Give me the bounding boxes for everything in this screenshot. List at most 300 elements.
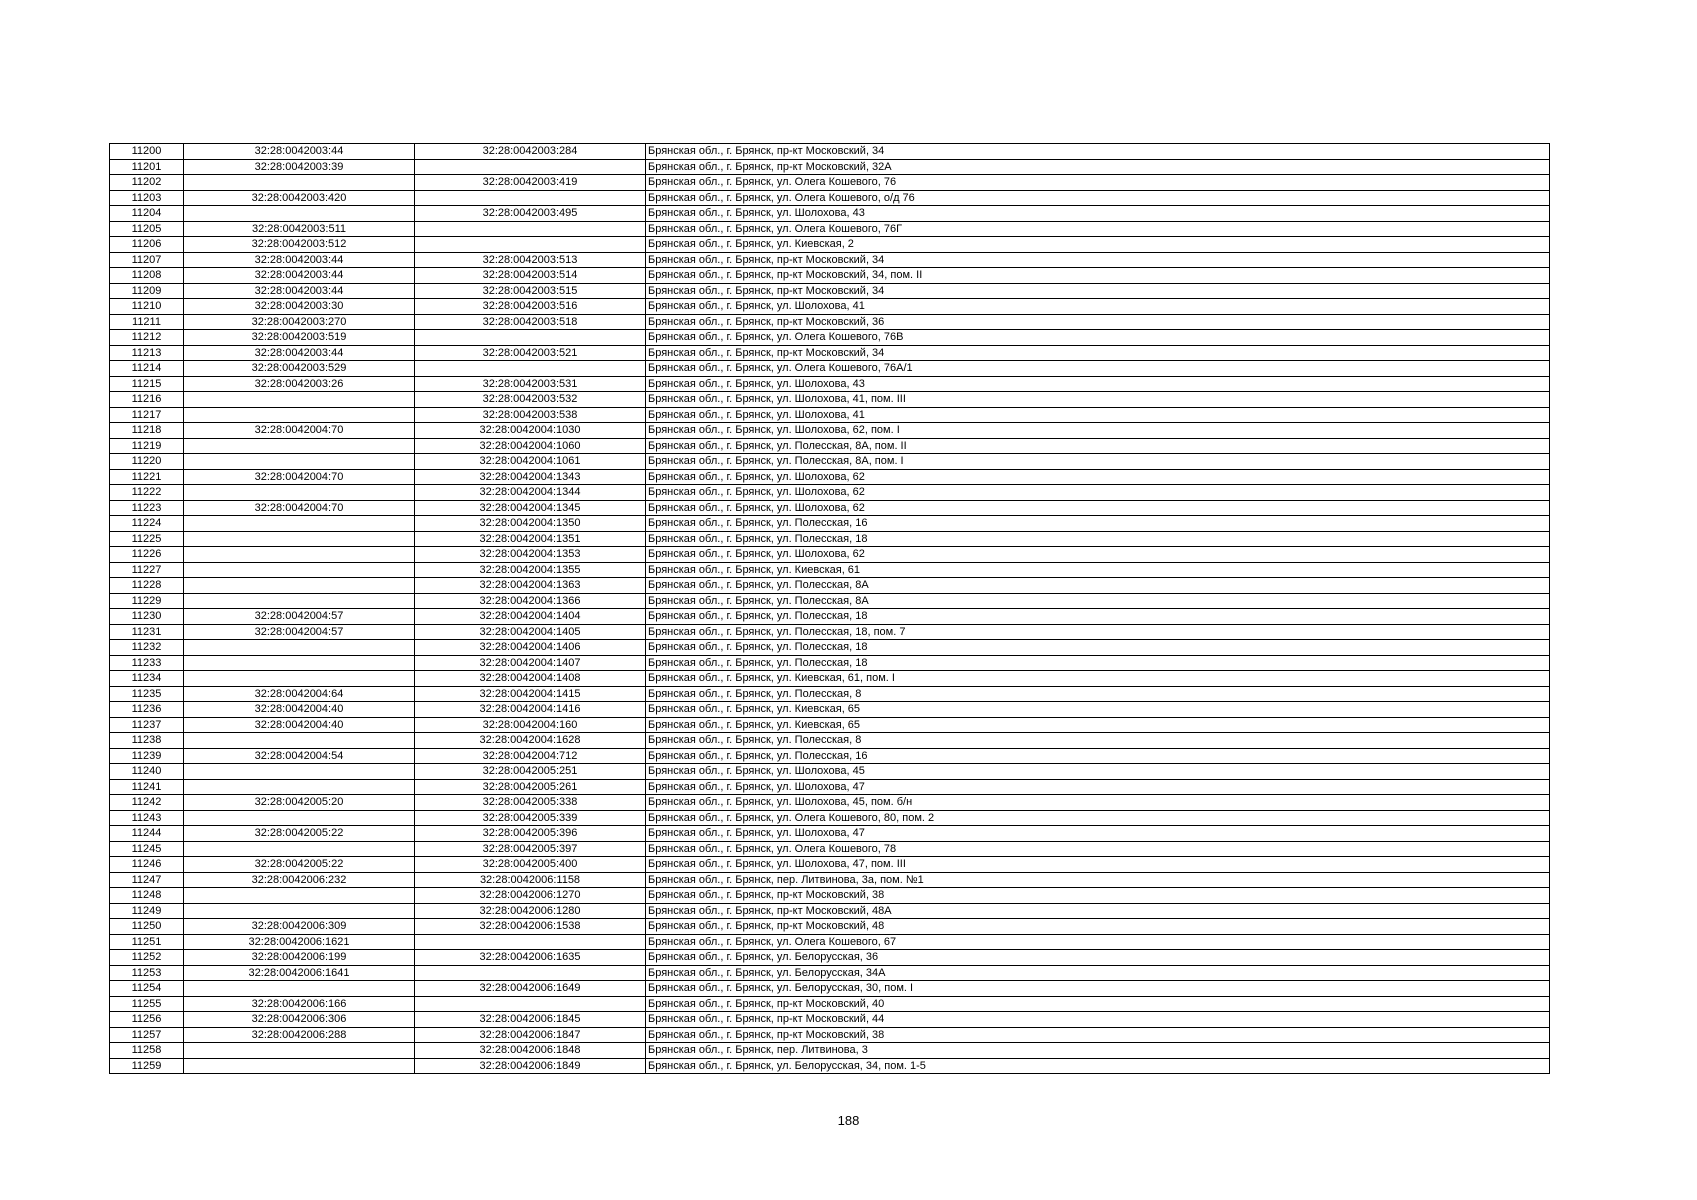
row-number-cell: 11218 xyxy=(110,423,184,439)
row-number-cell: 11249 xyxy=(110,903,184,919)
row-number-cell: 11224 xyxy=(110,516,184,532)
table-row xyxy=(110,206,1550,222)
object-cadastral-cell: 32:28:0042004:1366 xyxy=(415,593,646,609)
address-cell: Брянская обл., г. Брянск, ул. Белорусская, 30, пом. I xyxy=(646,981,1550,997)
table-row xyxy=(110,454,1550,470)
object-cadastral-cell: 32:28:0042004:1416 xyxy=(415,702,646,718)
land-plot-cadastral-cell: 32:28:0042003:529 xyxy=(184,361,415,377)
land-plot-cadastral-cell xyxy=(184,981,415,997)
land-plot-cadastral-cell: 32:28:0042003:44 xyxy=(184,345,415,361)
row-number-cell: 11219 xyxy=(110,438,184,454)
row-number-cell: 11227 xyxy=(110,562,184,578)
table-row xyxy=(110,1012,1550,1028)
row-number-cell: 11228 xyxy=(110,578,184,594)
object-cadastral-cell: 32:28:0042004:1405 xyxy=(415,624,646,640)
table-row xyxy=(110,965,1550,981)
row-number-cell: 11244 xyxy=(110,826,184,842)
row-number-cell: 11202 xyxy=(110,175,184,191)
object-cadastral-cell: 32:28:0042006:1845 xyxy=(415,1012,646,1028)
address-cell: Брянская обл., г. Брянск, пр-кт Московский, 48А xyxy=(646,903,1550,919)
table-row xyxy=(110,624,1550,640)
table-row xyxy=(110,702,1550,718)
land-plot-cadastral-cell: 32:28:0042004:54 xyxy=(184,748,415,764)
object-cadastral-cell: 32:28:0042004:1351 xyxy=(415,531,646,547)
row-number-cell: 11205 xyxy=(110,221,184,237)
row-number-cell: 11242 xyxy=(110,795,184,811)
land-plot-cadastral-cell: 32:28:0042004:70 xyxy=(184,500,415,516)
row-number-cell: 11252 xyxy=(110,950,184,966)
address-cell: Брянская обл., г. Брянск, ул. Полесская, 8А, пом. I xyxy=(646,454,1550,470)
table-row xyxy=(110,795,1550,811)
address-cell: Брянская обл., г. Брянск, пр-кт Московский, 38 xyxy=(646,1027,1550,1043)
table-row xyxy=(110,221,1550,237)
land-plot-cadastral-cell: 32:28:0042003:44 xyxy=(184,144,415,160)
table-row xyxy=(110,810,1550,826)
object-cadastral-cell: 32:28:0042006:1280 xyxy=(415,903,646,919)
land-plot-cadastral-cell: 32:28:0042006:309 xyxy=(184,919,415,935)
address-cell: Брянская обл., г. Брянск, пр-кт Московский, 34 xyxy=(646,283,1550,299)
address-cell: Брянская обл., г. Брянск, ул. Шолохова, 45 xyxy=(646,764,1550,780)
address-cell: Брянская обл., г. Брянск, ул. Олега Кошевого, 67 xyxy=(646,934,1550,950)
land-plot-cadastral-cell xyxy=(184,810,415,826)
register-table-body xyxy=(110,144,1550,1074)
address-cell: Брянская обл., г. Брянск, ул. Белорусская, 34, пом. 1-5 xyxy=(646,1058,1550,1074)
address-cell: Брянская обл., г. Брянск, ул. Полесская, 18 xyxy=(646,640,1550,656)
address-cell: Брянская обл., г. Брянск, пер. Литвинова, 3а, пом. №1 xyxy=(646,872,1550,888)
address-cell: Брянская обл., г. Брянск, ул. Белорусская, 36 xyxy=(646,950,1550,966)
land-plot-cadastral-cell: 32:28:0042003:30 xyxy=(184,299,415,315)
object-cadastral-cell: 32:28:0042006:1158 xyxy=(415,872,646,888)
row-number-cell: 11258 xyxy=(110,1043,184,1059)
land-plot-cadastral-cell xyxy=(184,392,415,408)
land-plot-cadastral-cell: 32:28:0042003:44 xyxy=(184,268,415,284)
table-row xyxy=(110,717,1550,733)
table-row xyxy=(110,299,1550,315)
object-cadastral-cell: 32:28:0042004:1363 xyxy=(415,578,646,594)
land-plot-cadastral-cell: 32:28:0042006:1621 xyxy=(184,934,415,950)
address-cell: Брянская обл., г. Брянск, ул. Киевская, 65 xyxy=(646,702,1550,718)
object-cadastral-cell: 32:28:0042004:1060 xyxy=(415,438,646,454)
land-plot-cadastral-cell xyxy=(184,562,415,578)
table-row xyxy=(110,655,1550,671)
table-row xyxy=(110,392,1550,408)
object-cadastral-cell xyxy=(415,159,646,175)
object-cadastral-cell xyxy=(415,361,646,377)
address-cell: Брянская обл., г. Брянск, пер. Литвинова, 3 xyxy=(646,1043,1550,1059)
row-number-cell: 11212 xyxy=(110,330,184,346)
table-row xyxy=(110,547,1550,563)
table-row xyxy=(110,1043,1550,1059)
table-row xyxy=(110,516,1550,532)
object-cadastral-cell: 32:28:0042003:538 xyxy=(415,407,646,423)
land-plot-cadastral-cell: 32:28:0042004:70 xyxy=(184,423,415,439)
address-cell: Брянская обл., г. Брянск, ул. Шолохова, 41 xyxy=(646,407,1550,423)
row-number-cell: 11253 xyxy=(110,965,184,981)
address-cell: Брянская обл., г. Брянск, ул. Олега Кошевого, 78 xyxy=(646,841,1550,857)
address-cell: Брянская обл., г. Брянск, ул. Шолохова, 47 xyxy=(646,779,1550,795)
table-row xyxy=(110,438,1550,454)
address-cell: Брянская обл., г. Брянск, ул. Олега Кошевого, 76А/1 xyxy=(646,361,1550,377)
address-cell: Брянская обл., г. Брянск, ул. Шолохова, 62 xyxy=(646,500,1550,516)
address-cell: Брянская обл., г. Брянск, ул. Шолохова, 43 xyxy=(646,376,1550,392)
table-row xyxy=(110,485,1550,501)
object-cadastral-cell: 32:28:0042005:397 xyxy=(415,841,646,857)
table-row xyxy=(110,934,1550,950)
table-row xyxy=(110,144,1550,160)
object-cadastral-cell: 32:28:0042006:1270 xyxy=(415,888,646,904)
address-cell: Брянская обл., г. Брянск, пр-кт Московский, 34 xyxy=(646,345,1550,361)
object-cadastral-cell: 32:28:0042004:1345 xyxy=(415,500,646,516)
land-plot-cadastral-cell: 32:28:0042003:512 xyxy=(184,237,415,253)
table-row xyxy=(110,175,1550,191)
address-cell: Брянская обл., г. Брянск, ул. Киевская, 61, пом. I xyxy=(646,671,1550,687)
address-cell: Брянская обл., г. Брянск, ул. Олега Кошевого, 76 xyxy=(646,175,1550,191)
row-number-cell: 11222 xyxy=(110,485,184,501)
table-row xyxy=(110,423,1550,439)
table-row xyxy=(110,330,1550,346)
table-row xyxy=(110,237,1550,253)
address-cell: Брянская обл., г. Брянск, пр-кт Московский, 32А xyxy=(646,159,1550,175)
row-number-cell: 11215 xyxy=(110,376,184,392)
object-cadastral-cell: 32:28:0042005:338 xyxy=(415,795,646,811)
row-number-cell: 11256 xyxy=(110,1012,184,1028)
address-cell: Брянская обл., г. Брянск, ул. Шолохова, 43 xyxy=(646,206,1550,222)
land-plot-cadastral-cell xyxy=(184,903,415,919)
land-plot-cadastral-cell xyxy=(184,175,415,191)
land-plot-cadastral-cell xyxy=(184,516,415,532)
row-number-cell: 11203 xyxy=(110,190,184,206)
address-cell: Брянская обл., г. Брянск, ул. Полесская, 8А xyxy=(646,578,1550,594)
land-plot-cadastral-cell xyxy=(184,206,415,222)
land-plot-cadastral-cell: 32:28:0042005:22 xyxy=(184,826,415,842)
object-cadastral-cell: 32:28:0042006:1848 xyxy=(415,1043,646,1059)
object-cadastral-cell: 32:28:0042004:1628 xyxy=(415,733,646,749)
row-number-cell: 11239 xyxy=(110,748,184,764)
table-row xyxy=(110,314,1550,330)
land-plot-cadastral-cell: 32:28:0042004:64 xyxy=(184,686,415,702)
object-cadastral-cell: 32:28:0042004:1343 xyxy=(415,469,646,485)
object-cadastral-cell: 32:28:0042003:516 xyxy=(415,299,646,315)
table-row xyxy=(110,562,1550,578)
land-plot-cadastral-cell xyxy=(184,438,415,454)
table-row xyxy=(110,469,1550,485)
table-row xyxy=(110,981,1550,997)
land-plot-cadastral-cell xyxy=(184,531,415,547)
land-plot-cadastral-cell: 32:28:0042006:306 xyxy=(184,1012,415,1028)
object-cadastral-cell: 32:28:0042003:531 xyxy=(415,376,646,392)
row-number-cell: 11250 xyxy=(110,919,184,935)
object-cadastral-cell xyxy=(415,330,646,346)
object-cadastral-cell: 32:28:0042003:513 xyxy=(415,252,646,268)
table-row xyxy=(110,779,1550,795)
row-number-cell: 11220 xyxy=(110,454,184,470)
object-cadastral-cell: 32:28:0042005:400 xyxy=(415,857,646,873)
object-cadastral-cell: 32:28:0042004:1407 xyxy=(415,655,646,671)
land-plot-cadastral-cell: 32:28:0042004:57 xyxy=(184,624,415,640)
object-cadastral-cell xyxy=(415,221,646,237)
land-plot-cadastral-cell: 32:28:0042003:44 xyxy=(184,252,415,268)
land-plot-cadastral-cell: 32:28:0042004:70 xyxy=(184,469,415,485)
object-cadastral-cell: 32:28:0042006:1538 xyxy=(415,919,646,935)
row-number-cell: 11246 xyxy=(110,857,184,873)
object-cadastral-cell: 32:28:0042003:521 xyxy=(415,345,646,361)
table-row xyxy=(110,252,1550,268)
row-number-cell: 11232 xyxy=(110,640,184,656)
address-cell: Брянская обл., г. Брянск, пр-кт Московский, 38 xyxy=(646,888,1550,904)
object-cadastral-cell: 32:28:0042004:1404 xyxy=(415,609,646,625)
object-cadastral-cell: 32:28:0042004:1061 xyxy=(415,454,646,470)
object-cadastral-cell: 32:28:0042003:514 xyxy=(415,268,646,284)
address-cell: Брянская обл., г. Брянск, ул. Киевская, 61 xyxy=(646,562,1550,578)
row-number-cell: 11208 xyxy=(110,268,184,284)
address-cell: Брянская обл., г. Брянск, ул. Полесская, 8А xyxy=(646,593,1550,609)
object-cadastral-cell: 32:28:0042005:261 xyxy=(415,779,646,795)
object-cadastral-cell: 32:28:0042004:1030 xyxy=(415,423,646,439)
row-number-cell: 11207 xyxy=(110,252,184,268)
address-cell: Брянская обл., г. Брянск, ул. Олега Кошевого, 76В xyxy=(646,330,1550,346)
table-row xyxy=(110,345,1550,361)
address-cell: Брянская обл., г. Брянск, ул. Полесская, 8 xyxy=(646,686,1550,702)
page-number: 188 xyxy=(837,1113,860,1128)
table-row xyxy=(110,640,1550,656)
address-cell: Брянская обл., г. Брянск, ул. Шолохова, 62, пом. I xyxy=(646,423,1550,439)
land-plot-cadastral-cell: 32:28:0042005:22 xyxy=(184,857,415,873)
address-cell: Брянская обл., г. Брянск, ул. Олега Кошевого, 80, пом. 2 xyxy=(646,810,1550,826)
table-row xyxy=(110,376,1550,392)
table-row xyxy=(110,361,1550,377)
address-cell: Брянская обл., г. Брянск, пр-кт Московский, 44 xyxy=(646,1012,1550,1028)
address-cell: Брянская обл., г. Брянск, ул. Олега Кошевого, о/д 76 xyxy=(646,190,1550,206)
address-cell: Брянская обл., г. Брянск, ул. Шолохова, 41 xyxy=(646,299,1550,315)
address-cell: Брянская обл., г. Брянск, ул. Киевская, 2 xyxy=(646,237,1550,253)
table-row xyxy=(110,996,1550,1012)
row-number-cell: 11236 xyxy=(110,702,184,718)
object-cadastral-cell: 32:28:0042004:712 xyxy=(415,748,646,764)
object-cadastral-cell: 32:28:0042004:160 xyxy=(415,717,646,733)
table-row xyxy=(110,686,1550,702)
object-cadastral-cell: 32:28:0042003:532 xyxy=(415,392,646,408)
table-row xyxy=(110,407,1550,423)
row-number-cell: 11243 xyxy=(110,810,184,826)
object-cadastral-cell xyxy=(415,190,646,206)
row-number-cell: 11210 xyxy=(110,299,184,315)
table-row xyxy=(110,1027,1550,1043)
object-cadastral-cell: 32:28:0042003:495 xyxy=(415,206,646,222)
row-number-cell: 11248 xyxy=(110,888,184,904)
address-cell: Брянская обл., г. Брянск, ул. Шолохова, 62 xyxy=(646,547,1550,563)
object-cadastral-cell: 32:28:0042004:1350 xyxy=(415,516,646,532)
address-cell: Брянская обл., г. Брянск, ул. Полесская, 18 xyxy=(646,531,1550,547)
object-cadastral-cell xyxy=(415,934,646,950)
land-plot-cadastral-cell xyxy=(184,1043,415,1059)
land-plot-cadastral-cell: 32:28:0042003:44 xyxy=(184,283,415,299)
object-cadastral-cell xyxy=(415,237,646,253)
row-number-cell: 11251 xyxy=(110,934,184,950)
land-plot-cadastral-cell xyxy=(184,454,415,470)
address-cell: Брянская обл., г. Брянск, ул. Шолохова, 62 xyxy=(646,485,1550,501)
address-cell: Брянская обл., г. Брянск, ул. Белорусская, 34А xyxy=(646,965,1550,981)
table-row xyxy=(110,500,1550,516)
row-number-cell: 11209 xyxy=(110,283,184,299)
row-number-cell: 11217 xyxy=(110,407,184,423)
address-cell: Брянская обл., г. Брянск, ул. Шолохова, 62 xyxy=(646,469,1550,485)
land-plot-cadastral-cell: 32:28:0042006:166 xyxy=(184,996,415,1012)
table-row xyxy=(110,748,1550,764)
land-plot-cadastral-cell xyxy=(184,764,415,780)
land-plot-cadastral-cell: 32:28:0042006:232 xyxy=(184,872,415,888)
object-cadastral-cell: 32:28:0042006:1649 xyxy=(415,981,646,997)
land-plot-cadastral-cell xyxy=(184,485,415,501)
object-cadastral-cell: 32:28:0042003:284 xyxy=(415,144,646,160)
object-cadastral-cell: 32:28:0042006:1849 xyxy=(415,1058,646,1074)
address-cell: Брянская обл., г. Брянск, пр-кт Московский, 36 xyxy=(646,314,1550,330)
row-number-cell: 11223 xyxy=(110,500,184,516)
row-number-cell: 11221 xyxy=(110,469,184,485)
table-row xyxy=(110,826,1550,842)
object-cadastral-cell: 32:28:0042006:1635 xyxy=(415,950,646,966)
address-cell: Брянская обл., г. Брянск, ул. Полесская, 16 xyxy=(646,516,1550,532)
object-cadastral-cell: 32:28:0042004:1408 xyxy=(415,671,646,687)
table-row xyxy=(110,1058,1550,1074)
object-cadastral-cell: 32:28:0042003:419 xyxy=(415,175,646,191)
table-row xyxy=(110,919,1550,935)
table-row xyxy=(110,733,1550,749)
land-plot-cadastral-cell xyxy=(184,841,415,857)
land-plot-cadastral-cell xyxy=(184,1058,415,1074)
land-plot-cadastral-cell xyxy=(184,407,415,423)
address-cell: Брянская обл., г. Брянск, ул. Шолохова, 47 xyxy=(646,826,1550,842)
address-cell: Брянская обл., г. Брянск, ул. Полесская, 8А, пом. II xyxy=(646,438,1550,454)
table-row xyxy=(110,578,1550,594)
land-plot-cadastral-cell: 32:28:0042004:57 xyxy=(184,609,415,625)
table-row xyxy=(110,159,1550,175)
land-plot-cadastral-cell: 32:28:0042003:511 xyxy=(184,221,415,237)
row-number-cell: 11206 xyxy=(110,237,184,253)
land-plot-cadastral-cell xyxy=(184,593,415,609)
row-number-cell: 11233 xyxy=(110,655,184,671)
land-plot-cadastral-cell xyxy=(184,671,415,687)
row-number-cell: 11241 xyxy=(110,779,184,795)
table-row xyxy=(110,872,1550,888)
table-row xyxy=(110,857,1550,873)
row-number-cell: 11213 xyxy=(110,345,184,361)
address-cell: Брянская обл., г. Брянск, ул. Шолохова, 45, пом. б/н xyxy=(646,795,1550,811)
table-row xyxy=(110,268,1550,284)
table-row xyxy=(110,764,1550,780)
row-number-cell: 11234 xyxy=(110,671,184,687)
row-number-cell: 11255 xyxy=(110,996,184,1012)
row-number-cell: 11257 xyxy=(110,1027,184,1043)
address-cell: Брянская обл., г. Брянск, ул. Полесская, 8 xyxy=(646,733,1550,749)
land-plot-cadastral-cell xyxy=(184,779,415,795)
land-plot-cadastral-cell xyxy=(184,888,415,904)
table-row xyxy=(110,671,1550,687)
table-row xyxy=(110,283,1550,299)
row-number-cell: 11201 xyxy=(110,159,184,175)
row-number-cell: 11226 xyxy=(110,547,184,563)
land-plot-cadastral-cell: 32:28:0042006:288 xyxy=(184,1027,415,1043)
land-plot-cadastral-cell xyxy=(184,733,415,749)
row-number-cell: 11211 xyxy=(110,314,184,330)
address-cell: Брянская обл., г. Брянск, пр-кт Московский, 40 xyxy=(646,996,1550,1012)
row-number-cell: 11235 xyxy=(110,686,184,702)
row-number-cell: 11237 xyxy=(110,717,184,733)
land-plot-cadastral-cell: 32:28:0042003:519 xyxy=(184,330,415,346)
row-number-cell: 11245 xyxy=(110,841,184,857)
address-cell: Брянская обл., г. Брянск, ул. Полесская, 18 xyxy=(646,655,1550,671)
land-plot-cadastral-cell: 32:28:0042003:26 xyxy=(184,376,415,392)
row-number-cell: 11225 xyxy=(110,531,184,547)
object-cadastral-cell xyxy=(415,965,646,981)
address-cell: Брянская обл., г. Брянск, ул. Полесская, 16 xyxy=(646,748,1550,764)
address-cell: Брянская обл., г. Брянск, ул. Полесская, 18 xyxy=(646,609,1550,625)
row-number-cell: 11231 xyxy=(110,624,184,640)
row-number-cell: 11247 xyxy=(110,872,184,888)
row-number-cell: 11238 xyxy=(110,733,184,749)
object-cadastral-cell: 32:28:0042005:396 xyxy=(415,826,646,842)
object-cadastral-cell: 32:28:0042005:339 xyxy=(415,810,646,826)
address-cell: Брянская обл., г. Брянск, ул. Киевская, 65 xyxy=(646,717,1550,733)
row-number-cell: 11204 xyxy=(110,206,184,222)
table-row xyxy=(110,531,1550,547)
address-cell: Брянская обл., г. Брянск, пр-кт Московский, 48 xyxy=(646,919,1550,935)
table-row xyxy=(110,190,1550,206)
table-row xyxy=(110,609,1550,625)
row-number-cell: 11254 xyxy=(110,981,184,997)
land-plot-cadastral-cell: 32:28:0042005:20 xyxy=(184,795,415,811)
land-plot-cadastral-cell xyxy=(184,640,415,656)
table-row xyxy=(110,950,1550,966)
row-number-cell: 11216 xyxy=(110,392,184,408)
address-cell: Брянская обл., г. Брянск, ул. Шолохова, 41, пом. III xyxy=(646,392,1550,408)
row-number-cell: 11229 xyxy=(110,593,184,609)
row-number-cell: 11259 xyxy=(110,1058,184,1074)
object-cadastral-cell: 32:28:0042005:251 xyxy=(415,764,646,780)
address-cell: Брянская обл., г. Брянск, ул. Олега Кошевого, 76Г xyxy=(646,221,1550,237)
object-cadastral-cell: 32:28:0042004:1353 xyxy=(415,547,646,563)
land-plot-cadastral-cell: 32:28:0042003:270 xyxy=(184,314,415,330)
object-cadastral-cell: 32:28:0042004:1406 xyxy=(415,640,646,656)
land-plot-cadastral-cell: 32:28:0042006:199 xyxy=(184,950,415,966)
land-plot-cadastral-cell: 32:28:0042003:39 xyxy=(184,159,415,175)
row-number-cell: 11230 xyxy=(110,609,184,625)
land-plot-cadastral-cell: 32:28:0042004:40 xyxy=(184,717,415,733)
object-cadastral-cell: 32:28:0042004:1415 xyxy=(415,686,646,702)
row-number-cell: 11240 xyxy=(110,764,184,780)
table-row xyxy=(110,841,1550,857)
address-cell: Брянская обл., г. Брянск, пр-кт Московский, 34 xyxy=(646,144,1550,160)
property-register-table xyxy=(109,143,1550,1074)
object-cadastral-cell: 32:28:0042004:1344 xyxy=(415,485,646,501)
land-plot-cadastral-cell: 32:28:0042006:1641 xyxy=(184,965,415,981)
object-cadastral-cell: 32:28:0042003:515 xyxy=(415,283,646,299)
address-cell: Брянская обл., г. Брянск, ул. Шолохова, 47, пом. III xyxy=(646,857,1550,873)
object-cadastral-cell: 32:28:0042006:1847 xyxy=(415,1027,646,1043)
land-plot-cadastral-cell xyxy=(184,547,415,563)
table-row xyxy=(110,903,1550,919)
row-number-cell: 11214 xyxy=(110,361,184,377)
land-plot-cadastral-cell xyxy=(184,655,415,671)
object-cadastral-cell: 32:28:0042003:518 xyxy=(415,314,646,330)
land-plot-cadastral-cell: 32:28:0042004:40 xyxy=(184,702,415,718)
address-cell: Брянская обл., г. Брянск, ул. Полесская, 18, пом. 7 xyxy=(646,624,1550,640)
address-cell: Брянская обл., г. Брянск, пр-кт Московский, 34, пом. II xyxy=(646,268,1550,284)
address-cell: Брянская обл., г. Брянск, пр-кт Московский, 34 xyxy=(646,252,1550,268)
table-row xyxy=(110,888,1550,904)
land-plot-cadastral-cell: 32:28:0042003:420 xyxy=(184,190,415,206)
object-cadastral-cell xyxy=(415,996,646,1012)
row-number-cell: 11200 xyxy=(110,144,184,160)
